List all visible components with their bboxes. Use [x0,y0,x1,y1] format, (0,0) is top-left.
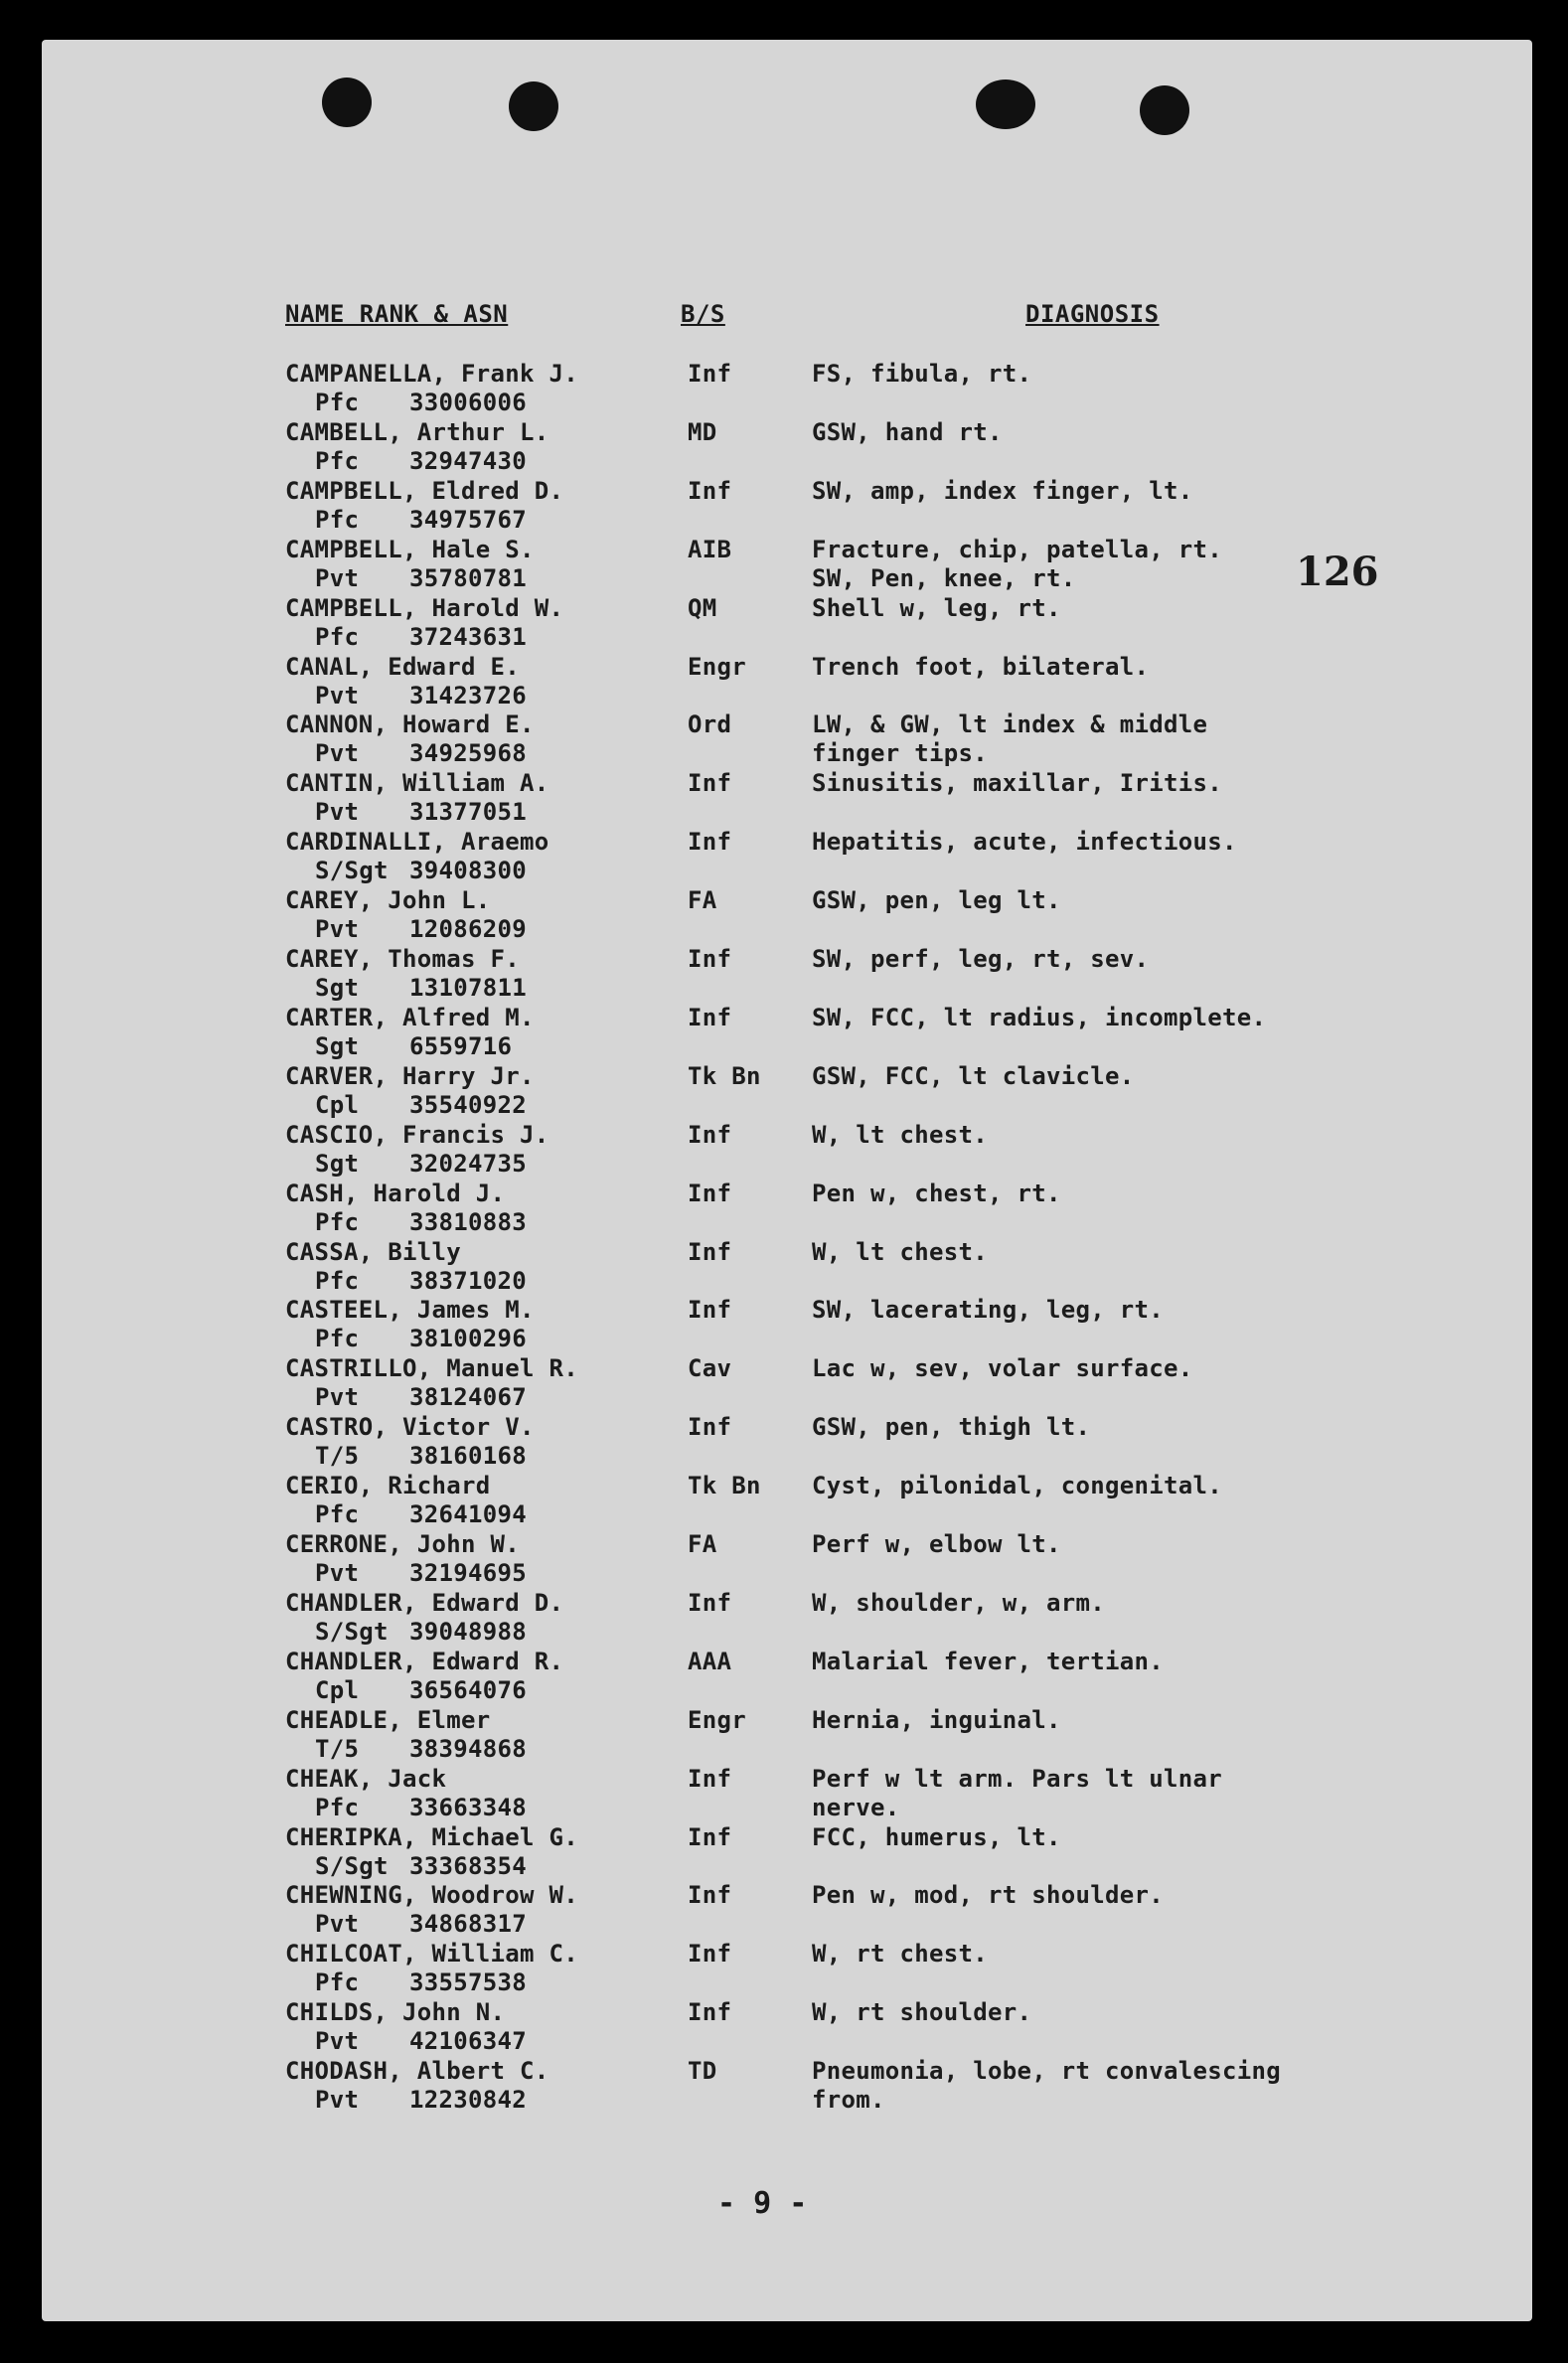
list-item [42,1589,1532,1648]
entry-asn: 35540922 [409,1090,527,1119]
entry-name: CASH, Harold J. [285,1179,506,1207]
entry-rank: Sgt [315,1031,360,1060]
entry-asn: 31377051 [409,798,527,827]
entry-name: CERRONE, John W. [285,1530,520,1558]
entry-diagnosis: W, lt chest. [812,1237,988,1266]
list-item [42,1004,1532,1062]
punch-hole [509,81,558,131]
entry-diagnosis-cont: SW, Pen, knee, rt. [812,563,1076,592]
entry-name: CARVER, Harry Jr. [285,1061,535,1090]
list-item [42,1648,1532,1706]
entry-asn: 33368354 [409,1851,527,1880]
list-item [42,1706,1532,1765]
punch-hole [322,78,372,127]
entry-branch: AIB [688,535,732,563]
entry-asn: 32024735 [409,1149,527,1178]
entry-diagnosis: Lac w, sev, volar surface. [812,1354,1193,1383]
entry-asn: 13107811 [409,974,527,1002]
entry-name: CASTEEL, James M. [285,1296,535,1325]
entry-diagnosis: Sinusitis, maxillar, Iritis. [812,769,1222,798]
entry-branch: Inf [688,1881,732,1910]
entry-diagnosis: LW, & GW, lt index & middle [812,710,1208,739]
list-item [42,418,1532,477]
entry-diagnosis: SW, perf, leg, rt, sev. [812,945,1150,973]
punch-hole [976,79,1035,129]
entry-asn: 38124067 [409,1383,527,1412]
entry-diagnosis: W, rt chest. [812,1940,988,1969]
list-item [42,1354,1532,1413]
entry-asn: 39048988 [409,1617,527,1646]
entry-name: CHANDLER, Edward D. [285,1588,564,1617]
entry-diagnosis: W, rt shoulder. [812,1998,1032,2027]
entry-asn: 12086209 [409,915,527,944]
list-item [42,1062,1532,1121]
entry-name: CHEWNING, Woodrow W. [285,1881,578,1910]
entry-name: CAREY, Thomas F. [285,945,520,973]
entry-branch: FA [688,886,717,915]
entry-diagnosis: Pen w, mod, rt shoulder. [812,1881,1164,1910]
entry-rank: Cpl [315,1090,360,1119]
entry-rank: S/Sgt [315,1851,389,1880]
list-item [42,710,1532,769]
entry-diagnosis: Cyst, pilonidal, congenital. [812,1472,1222,1500]
list-item [42,1530,1532,1589]
entry-diagnosis: FS, fibula, rt. [812,360,1032,388]
entry-diagnosis: SW, FCC, lt radius, incomplete. [812,1003,1267,1031]
entry-asn: 36564076 [409,1675,527,1704]
entry-rank: Pvt [315,2086,360,2115]
entry-name: CARDINALLI, Araemo [285,828,549,857]
entry-name: CHODASH, Albert C. [285,2057,549,2086]
entry-asn: 33006006 [409,389,527,416]
entry-diagnosis: Perf w lt arm. Pars lt ulnar [812,1764,1222,1793]
entry-rank: S/Sgt [315,1617,389,1646]
entry-name: CAMPANELLA, Frank J. [285,360,578,388]
document-page [42,40,1532,2321]
entry-asn: 6559716 [409,1031,513,1060]
list-item [42,828,1532,886]
list-item [42,886,1532,945]
entry-diagnosis: Malarial fever, tertian. [812,1647,1164,1675]
list-item [42,769,1532,828]
entry-name: CHEAK, Jack [285,1764,447,1793]
entry-diagnosis: Pen w, chest, rt. [812,1179,1061,1207]
entry-name: CHEADLE, Elmer [285,1705,491,1734]
entry-asn: 34868317 [409,1910,527,1939]
entry-rank: Pfc [315,1500,360,1529]
entry-asn: 38371020 [409,1266,527,1295]
entry-rank: Pfc [315,1207,360,1236]
entry-rank: Pvt [315,739,360,768]
entry-diagnosis: SW, lacerating, leg, rt. [812,1296,1164,1325]
list-item [42,1940,1532,1998]
entry-name: CASTRILLO, Manuel R. [285,1354,578,1383]
entry-asn: 33663348 [409,1793,527,1821]
entry-rank: Sgt [315,1149,360,1178]
entry-branch: Inf [688,1237,732,1266]
entry-name: CHANDLER, Edward R. [285,1647,564,1675]
list-item [42,1472,1532,1530]
list-item [42,360,1532,418]
entry-asn: 39408300 [409,857,527,885]
entry-rank: Pvt [315,798,360,827]
entry-branch: Inf [688,1413,732,1442]
entry-name: CAMPBELL, Eldred D. [285,476,564,505]
entry-branch: Tk Bn [688,1472,761,1500]
entry-asn: 32947430 [409,446,527,475]
entry-name: CANTIN, William A. [285,769,549,798]
entry-branch: Inf [688,1296,732,1325]
entry-rank: Pvt [315,1383,360,1412]
list-item [42,1765,1532,1823]
punch-hole [1140,85,1189,135]
entry-branch: Inf [688,1940,732,1969]
entry-asn: 32194695 [409,1559,527,1587]
entry-branch: Engr [688,1705,746,1734]
entry-diagnosis: W, shoulder, w, arm. [812,1588,1105,1617]
entry-name: CANNON, Howard E. [285,710,535,739]
entry-name: CAMBELL, Arthur L. [285,417,549,446]
header-name-rank-asn: NAME RANK & ASN [285,300,509,328]
entry-diagnosis: W, lt chest. [812,1120,988,1149]
entry-asn: 33557538 [409,1969,527,1997]
list-item [42,945,1532,1004]
header-diagnosis: DIAGNOSIS [1025,300,1160,328]
page-number: - 9 - [717,2186,808,2221]
entry-diagnosis: Trench foot, bilateral. [812,652,1150,681]
entry-asn: 33810883 [409,1207,527,1236]
entry-name: CAREY, John L. [285,886,491,915]
entry-name: CASCIO, Francis J. [285,1120,549,1149]
entry-branch: Inf [688,1822,732,1851]
header-bs: B/S [681,300,725,328]
entry-asn: 32641094 [409,1500,527,1529]
entry-rank: Pfc [315,1266,360,1295]
entry-diagnosis: GSW, pen, thigh lt. [812,1413,1091,1442]
entry-rank: Pvt [315,915,360,944]
entry-rank: Pfc [315,1793,360,1821]
list-item [42,1998,1532,2057]
list-item [42,653,1532,711]
entry-asn: 12230842 [409,2086,527,2115]
entry-name: CAMPBELL, Harold W. [285,593,564,622]
list-item [42,2057,1532,2116]
entry-branch: Inf [688,769,732,798]
entry-diagnosis: FCC, humerus, lt. [812,1822,1061,1851]
entry-diagnosis: Hernia, inguinal. [812,1705,1061,1734]
entry-name: CERIO, Richard [285,1472,491,1500]
entry-branch: Inf [688,1764,732,1793]
entry-diagnosis: Fracture, chip, patella, rt. [812,535,1222,563]
entry-rank: Sgt [315,974,360,1002]
entry-rank: Pfc [315,389,360,416]
margin-number: 126 [1296,549,1379,595]
entry-rank: Pfc [315,622,360,651]
entry-diagnosis-cont: from. [812,2086,885,2115]
entry-asn: 38160168 [409,1442,527,1471]
entry-rank: T/5 [315,1734,360,1763]
list-item [42,1881,1532,1940]
entry-branch: FA [688,1530,717,1558]
entry-diagnosis: Perf w, elbow lt. [812,1530,1061,1558]
entry-branch: Inf [688,945,732,973]
entry-asn: 42106347 [409,2027,527,2056]
list-item [42,1180,1532,1238]
list-item [42,594,1532,653]
entry-branch: MD [688,417,717,446]
entry-branch: AAA [688,1647,732,1675]
entry-rank: Pvt [315,563,360,592]
entry-branch: Engr [688,652,746,681]
entry-rank: Pvt [315,1910,360,1939]
list-item [42,1238,1532,1297]
entry-branch: Ord [688,710,732,739]
entry-diagnosis: GSW, FCC, lt clavicle. [812,1061,1135,1090]
list-item [42,1296,1532,1354]
entry-name: CHILDS, John N. [285,1998,506,2027]
entry-rank: Pfc [315,1969,360,1997]
entry-asn: 31423726 [409,681,527,709]
list-item [42,1413,1532,1472]
entry-branch: Inf [688,476,732,505]
entry-branch: QM [688,593,717,622]
entry-name: CASSA, Billy [285,1237,461,1266]
entry-diagnosis-cont: nerve. [812,1793,900,1821]
entry-diagnosis-cont: finger tips. [812,739,988,768]
entry-diagnosis: SW, amp, index finger, lt. [812,476,1193,505]
entry-branch: Inf [688,1003,732,1031]
list-item [42,477,1532,536]
entry-branch: Inf [688,828,732,857]
entry-rank: Pvt [315,2027,360,2056]
entry-branch: Inf [688,1998,732,2027]
entry-asn: 34925968 [409,739,527,768]
entry-asn: 34975767 [409,505,527,534]
entry-rank: Cpl [315,1675,360,1704]
entry-rank: T/5 [315,1442,360,1471]
entry-diagnosis: GSW, hand rt. [812,417,1003,446]
entry-rank: Pfc [315,1325,360,1353]
entry-branch: Inf [688,1588,732,1617]
entry-name: CHILCOAT, William C. [285,1940,578,1969]
entry-branch: Cav [688,1354,732,1383]
entry-rank: S/Sgt [315,857,389,885]
entry-name: CAMPBELL, Hale S. [285,535,535,563]
entry-diagnosis: Hepatitis, acute, infectious. [812,828,1237,857]
entry-branch: Tk Bn [688,1061,761,1090]
entry-diagnosis: Shell w, leg, rt. [812,593,1061,622]
list-item [42,536,1532,594]
entry-diagnosis: GSW, pen, leg lt. [812,886,1061,915]
entry-name: CHERIPKA, Michael G. [285,1822,578,1851]
entry-branch: Inf [688,1179,732,1207]
entry-asn: 38394868 [409,1734,527,1763]
entry-branch: Inf [688,1120,732,1149]
entry-asn: 38100296 [409,1325,527,1353]
list-item [42,1823,1532,1882]
entry-rank: Pvt [315,681,360,709]
entry-branch: TD [688,2057,717,2086]
entry-diagnosis: Pneumonia, lobe, rt convalescing [812,2057,1281,2086]
entry-rank: Pfc [315,446,360,475]
list-item [42,1121,1532,1180]
entry-name: CASTRO, Victor V. [285,1413,535,1442]
entry-name: CANAL, Edward E. [285,652,520,681]
entry-asn: 35780781 [409,563,527,592]
entry-rank: Pvt [315,1559,360,1587]
entry-rank: Pfc [315,505,360,534]
entry-branch: Inf [688,360,732,388]
entry-name: CARTER, Alfred M. [285,1003,535,1031]
entry-asn: 37243631 [409,622,527,651]
